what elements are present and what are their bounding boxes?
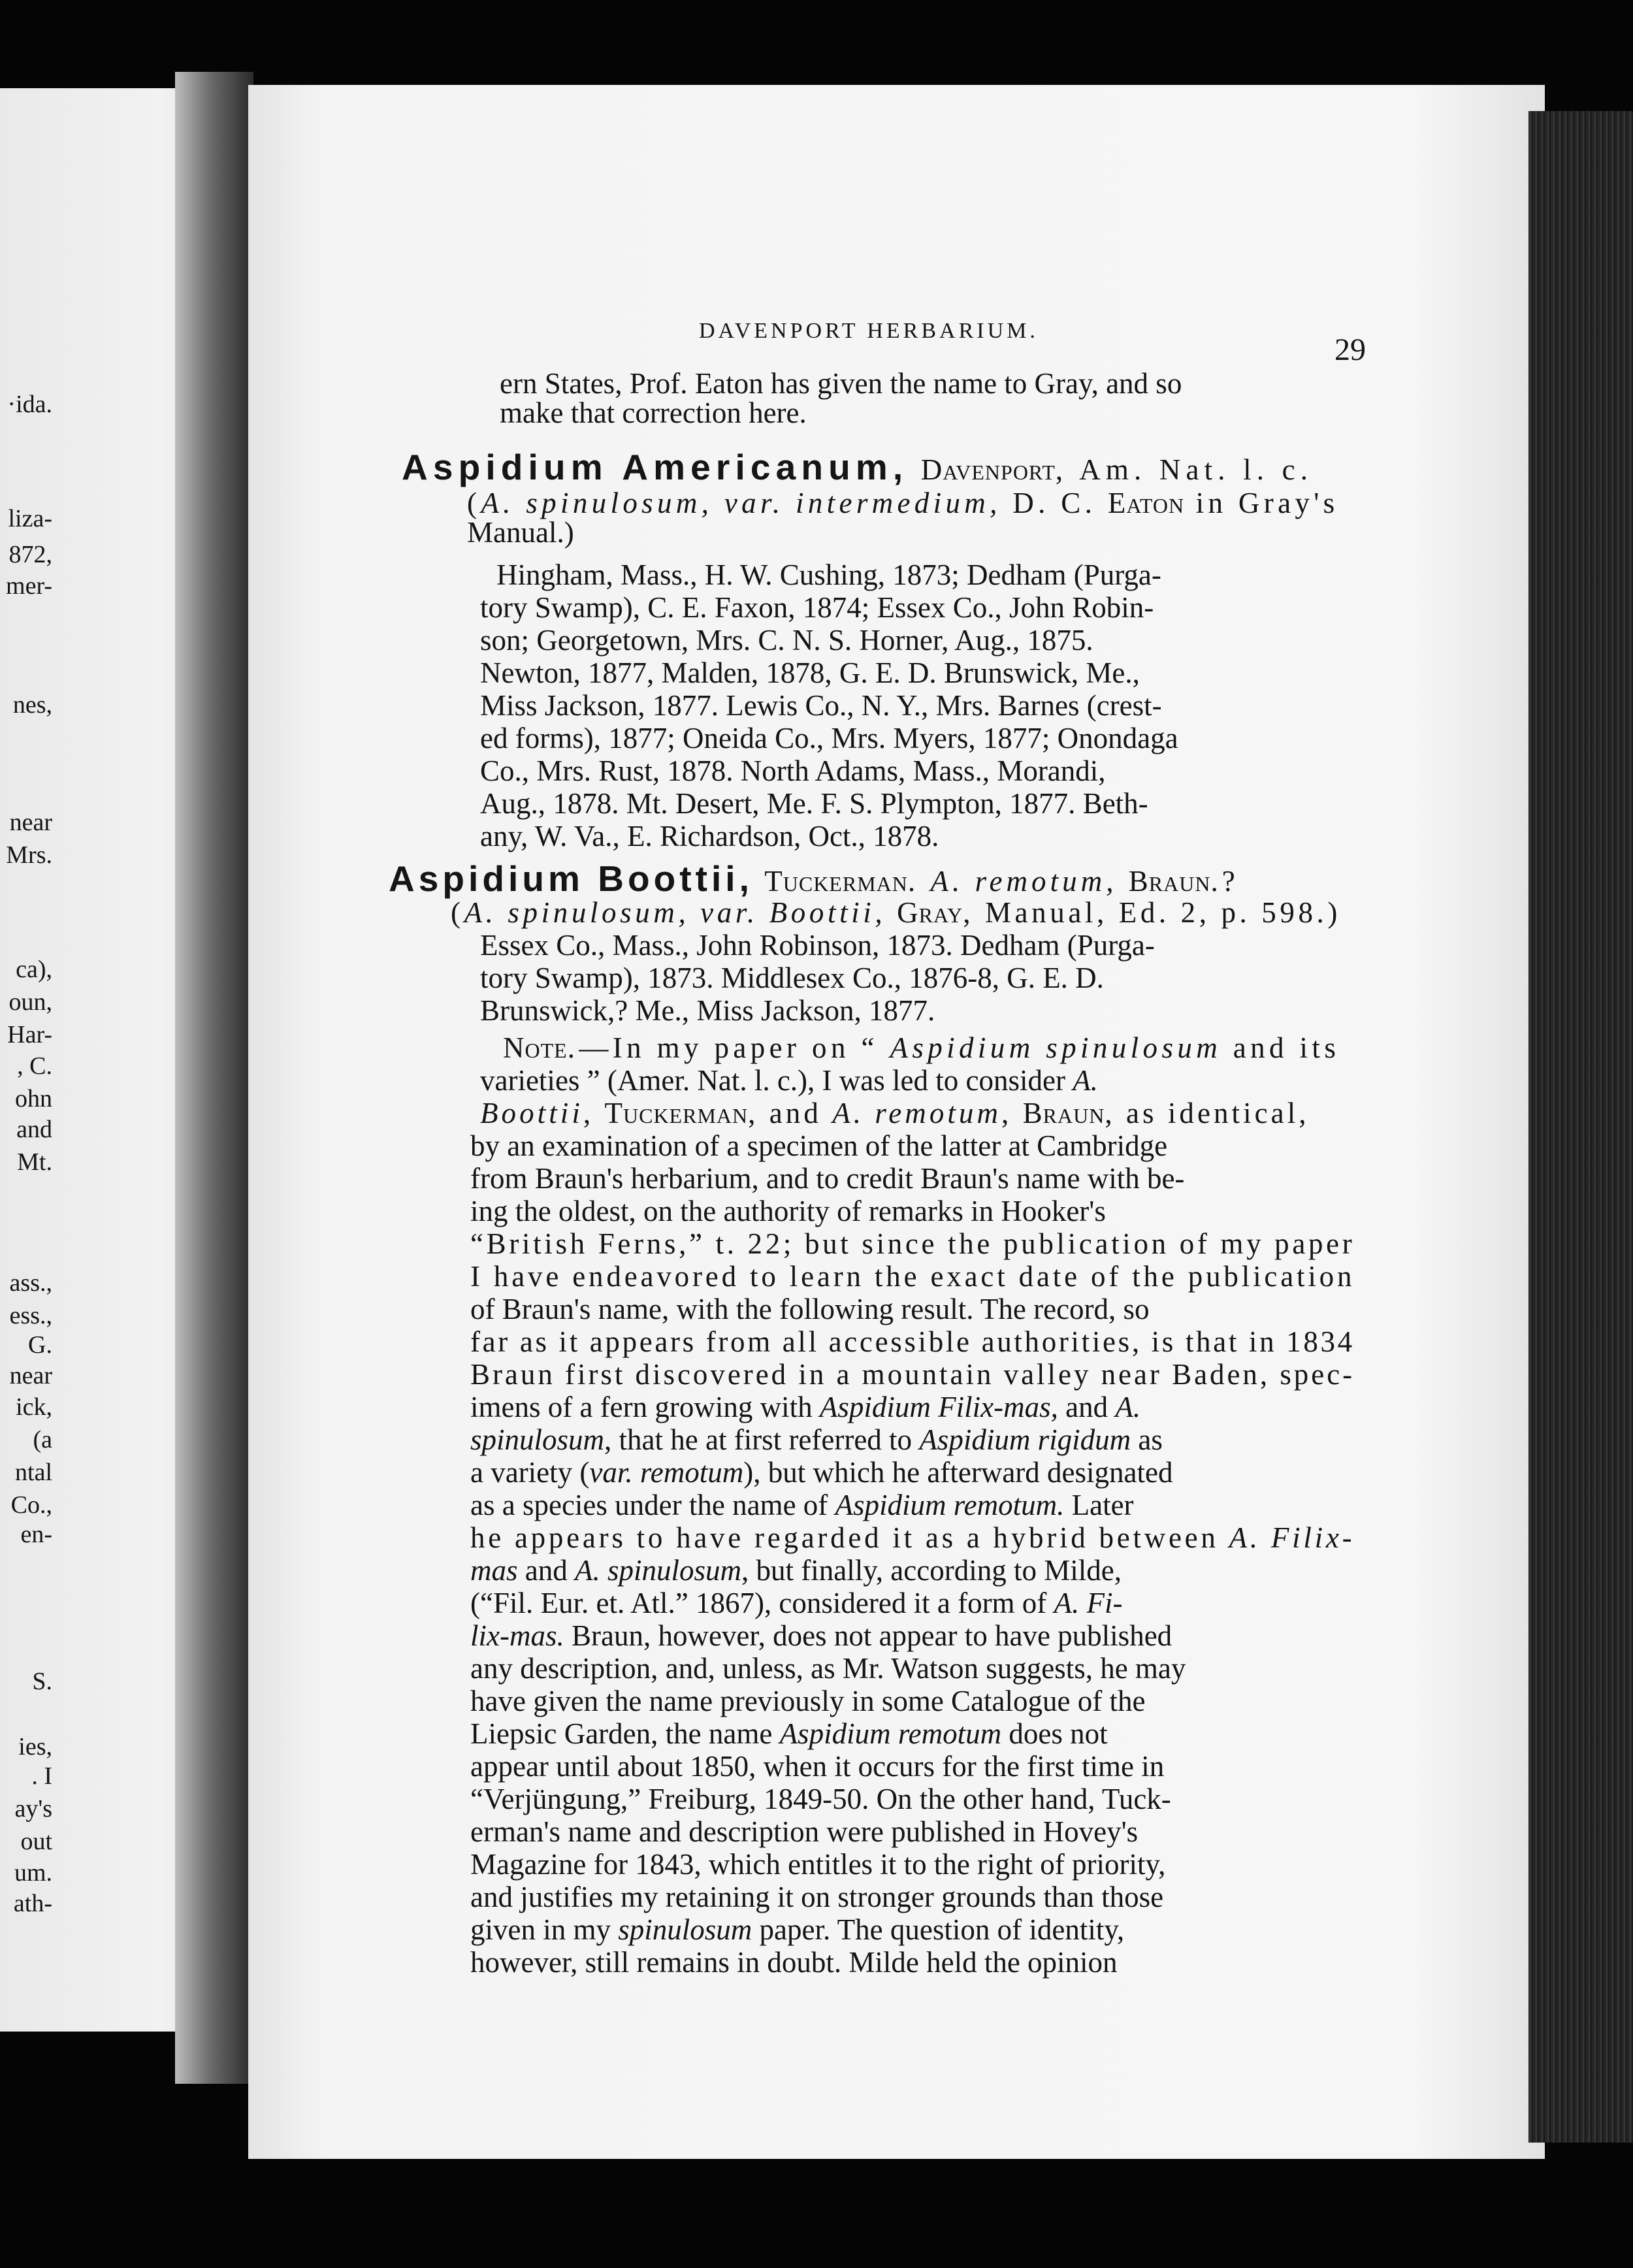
- left-fragment: en-: [20, 1521, 52, 1548]
- italic-run: A. spinulosum, var. intermedium,: [481, 487, 1001, 519]
- text-line: [470, 1719, 1108, 1749]
- small-caps-run: Braun: [1022, 1097, 1105, 1129]
- left-fragment: ·ida.: [7, 391, 52, 418]
- text-run: any description, and, unless, as Mr. Watson suggests, he may: [470, 1652, 1186, 1685]
- text-run: and its: [1221, 1031, 1340, 1064]
- text-line: [470, 1523, 1355, 1553]
- text-line: [470, 1589, 1123, 1618]
- italic-run: Aspidium remotum: [779, 1717, 1002, 1750]
- text-line: [451, 898, 1341, 928]
- italic-run: spinulosum: [470, 1423, 605, 1456]
- italic-run: spinulosum: [618, 1913, 752, 1946]
- text-run: D. C.: [1001, 487, 1108, 519]
- text-line: [480, 1066, 1098, 1095]
- left-fragment: near: [9, 809, 52, 836]
- page-number: 29: [1334, 332, 1366, 367]
- text-line: [480, 789, 1148, 818]
- text-line: [470, 1948, 1118, 1977]
- text-line: [470, 1131, 1167, 1161]
- text-line: [470, 1229, 1355, 1259]
- left-fragment: . I: [31, 1762, 52, 1790]
- italic-run: Boottii: [480, 1097, 583, 1129]
- small-caps-run: Braun: [1128, 865, 1211, 898]
- text-line: [480, 626, 1093, 655]
- text-line: [470, 1687, 1145, 1716]
- text-line: [389, 858, 1239, 899]
- text-run: make that correction here.: [500, 397, 807, 429]
- text-run: does not: [1001, 1717, 1108, 1750]
- text-run: [908, 453, 920, 486]
- text-line: [470, 1458, 1172, 1487]
- text-line: [470, 1360, 1355, 1389]
- text-run: Liepsic Garden, the name: [470, 1717, 780, 1750]
- italic-run: A.: [1073, 1064, 1098, 1097]
- text-line: [480, 1099, 1310, 1128]
- text-run: Later: [1064, 1489, 1134, 1521]
- text-run: , Am. Nat. l. c.: [1055, 453, 1314, 486]
- text-run: ,: [583, 1097, 605, 1129]
- left-fragment: G.: [28, 1331, 52, 1359]
- text-run: Magazine for 1843, which entitles it to the right of priority,: [470, 1848, 1166, 1881]
- left-fragment: near: [9, 1362, 52, 1389]
- text-run: , as identical,: [1105, 1097, 1310, 1129]
- left-fragment: and: [16, 1116, 52, 1143]
- italic-run: A. remotum,: [930, 865, 1118, 898]
- text-line: [470, 1327, 1355, 1357]
- text-line: [480, 593, 1154, 623]
- text-run: [886, 896, 897, 929]
- text-line: [470, 1295, 1150, 1324]
- text-line: [470, 1164, 1184, 1193]
- text-run: .—In my paper on “: [567, 1031, 890, 1064]
- italic-run: Aspidium remotum.: [835, 1489, 1065, 1521]
- text-run: appear until about 1850, when it occurs for the first time in: [470, 1750, 1165, 1783]
- text-line: [467, 489, 1339, 518]
- text-line: [480, 964, 1104, 993]
- left-fragment: ies,: [18, 1733, 52, 1760]
- text-run: ed forms), 1877; Oneida Co., Mrs. Myers, 1877; Onondaga: [480, 722, 1178, 754]
- text-run: son; Georgetown, Mrs. C. N. S. Horner, Aug., 1875.: [480, 624, 1093, 656]
- left-fragment: S.: [32, 1668, 52, 1695]
- text-run: Manual.): [467, 516, 574, 549]
- left-fragment: Mt.: [17, 1148, 52, 1176]
- text-run: Hingham, Mass., H. W. Cushing, 1873; Dedham (Purga-: [496, 559, 1161, 591]
- text-run: tory Swamp), 1873. Middlesex Co., 1876-8, G. E. D.: [480, 962, 1104, 994]
- left-fragment: (a: [33, 1426, 52, 1453]
- left-fragment: ick,: [16, 1393, 52, 1421]
- text-run: ), but which he afterward designated: [743, 1456, 1173, 1489]
- italic-run: A.: [1115, 1391, 1141, 1423]
- text-line: [470, 1621, 1172, 1651]
- text-line: [470, 1197, 1106, 1226]
- text-run: [1118, 865, 1129, 898]
- left-fragment: 872,: [8, 541, 52, 568]
- left-fragment: liza-: [8, 505, 52, 532]
- text-run: Essex Co., Mass., John Robinson, 1873. Dedham (Purga-: [480, 929, 1155, 962]
- book-gutter: [175, 72, 253, 2084]
- left-fragment: Co.,: [10, 1491, 52, 1519]
- text-line: [480, 724, 1178, 753]
- text-run: , but finally, according to Milde,: [741, 1554, 1122, 1587]
- text-line: [496, 560, 1161, 590]
- text-run: and: [517, 1554, 575, 1587]
- text-run: “Verjüngung,” Freiburg, 1849-50. On the other hand, Tuck-: [470, 1783, 1171, 1815]
- species-heading: Aspidium Americanum,: [402, 447, 909, 487]
- text-run: “British Ferns,” t. 22; but since the publication of my paper: [470, 1227, 1355, 1260]
- text-run: as: [1131, 1423, 1163, 1456]
- text-line: [470, 1915, 1124, 1945]
- text-run: .?: [1210, 865, 1239, 898]
- text-run: given in my: [470, 1913, 619, 1946]
- text-run: Miss Jackson, 1877. Lewis Co., N. Y., Mrs. Barnes (crest-: [480, 689, 1162, 722]
- text-run: have given the name previously in some Catalogue of the: [470, 1685, 1146, 1717]
- text-line: [470, 1654, 1186, 1683]
- text-line: [500, 369, 1182, 398]
- running-header: DAVENPORT HERBARIUM.: [699, 319, 1039, 343]
- text-line: [480, 996, 935, 1026]
- left-fragment: um.: [14, 1859, 52, 1887]
- text-run: .: [907, 865, 931, 898]
- text-run: erman's name and description were published in Hovey's: [470, 1815, 1139, 1848]
- italic-run: Aspidium spinulosum: [890, 1031, 1222, 1064]
- small-caps-run: Tuckerman: [764, 865, 908, 898]
- left-fragment: Har-: [7, 1021, 52, 1048]
- left-fragment: ca),: [16, 956, 52, 983]
- small-caps-run: Tuckerman: [604, 1097, 749, 1129]
- text-run: and justifies my retaining it on stronger grounds than those: [470, 1881, 1164, 1913]
- text-line: [470, 1785, 1171, 1814]
- text-run: [753, 865, 764, 898]
- text-line: [470, 1850, 1165, 1879]
- text-run: from Braun's herbarium, and to credit Braun's name with be-: [470, 1162, 1185, 1195]
- italic-run: var. remotum: [589, 1456, 744, 1489]
- left-fragment: , C.: [17, 1052, 52, 1080]
- italic-run: A. remotum: [832, 1097, 1002, 1129]
- text-line: [470, 1752, 1164, 1781]
- text-run: by an examination of a specimen of the latter at Cambridge: [470, 1129, 1168, 1162]
- text-run: tory Swamp), C. E. Faxon, 1874; Essex Co., John Robin-: [480, 591, 1154, 624]
- text-run: far as it appears from all accessible authorities, is that in 1834: [470, 1325, 1355, 1358]
- page-edges: [1528, 111, 1633, 2143]
- italic-run: mas: [470, 1554, 518, 1587]
- left-fragment: mer-: [6, 572, 52, 600]
- text-line: [503, 1033, 1340, 1063]
- left-fragment: out: [20, 1828, 52, 1855]
- italic-run: A. Fi-: [1054, 1587, 1123, 1619]
- small-caps-run: Eaton: [1107, 487, 1185, 519]
- text-run: I have endeavored to learn the exact date of the publication: [470, 1260, 1355, 1293]
- text-run: he appears to have regarded it as a hybrid between: [470, 1521, 1229, 1554]
- species-heading: Aspidium Boottii,: [389, 858, 753, 899]
- text-run: varieties ” (Amer. Nat. l. c.), I was led to consider: [480, 1064, 1073, 1097]
- small-caps-run: Note: [503, 1031, 568, 1064]
- text-run: any, W. Va., E. Richardson, Oct., 1878.: [480, 820, 939, 852]
- text-run: paper. The question of identity,: [752, 1913, 1125, 1946]
- text-run: imens of a fern growing with: [470, 1391, 820, 1423]
- left-fragment: nes,: [12, 691, 52, 719]
- text-line: [480, 931, 1155, 960]
- text-run: (“Fil. Eur. et. Atl.” 1867), considered it a form of: [470, 1587, 1054, 1619]
- italic-run: A. spinulosum, var. Boottii,: [464, 896, 886, 929]
- text-line: [480, 658, 1140, 688]
- text-run: , that he at first referred to: [604, 1423, 920, 1456]
- italic-run: A. Filix-: [1229, 1521, 1355, 1554]
- text-line: [470, 1425, 1163, 1455]
- text-run: of Braun's name, with the following result. The record, so: [470, 1293, 1150, 1325]
- text-run: , Manual, Ed. 2, p. 598.): [963, 896, 1342, 929]
- text-line: [467, 518, 574, 547]
- left-fragment: ay's: [14, 1795, 52, 1822]
- left-fragment: ohn: [15, 1085, 52, 1112]
- left-fragment: Mrs.: [6, 841, 52, 869]
- text-line: [470, 1883, 1163, 1912]
- text-line: [480, 822, 939, 851]
- text-line: [470, 1491, 1134, 1520]
- text-run: (: [467, 487, 481, 519]
- text-run: as a species under the name of: [470, 1489, 835, 1521]
- italic-run: Aspidium rigidum: [919, 1423, 1131, 1456]
- text-line: [480, 691, 1162, 721]
- text-run: a variety (: [470, 1456, 590, 1489]
- italic-run: A. spinulosum: [575, 1554, 742, 1587]
- text-line: [470, 1262, 1355, 1291]
- text-line: [480, 756, 1106, 786]
- left-fragment: ass.,: [9, 1269, 52, 1297]
- text-run: , and: [748, 1097, 833, 1129]
- text-line: [402, 449, 1313, 485]
- text-line: [470, 1817, 1138, 1847]
- text-run: Newton, 1877, Malden, 1878, G. E. D. Brunswick, Me.,: [480, 656, 1140, 689]
- left-fragment: ess.,: [9, 1302, 52, 1329]
- text-run: Co., Mrs. Rust, 1878. North Adams, Mass., Morandi,: [480, 754, 1106, 787]
- text-run: Brunswick,? Me., Miss Jackson, 1877.: [480, 994, 935, 1027]
- text-run: Braun, however, does not appear to have published: [564, 1619, 1172, 1652]
- text-run: (: [451, 896, 464, 929]
- text-run: however, still remains in doubt. Milde held the opinion: [470, 1946, 1118, 1979]
- text-line: [470, 1393, 1140, 1422]
- italic-run: lix-mas.: [470, 1619, 564, 1652]
- small-caps-run: Gray: [897, 896, 963, 929]
- text-run: in Gray's: [1184, 487, 1339, 519]
- small-caps-run: Davenport: [920, 453, 1056, 486]
- left-fragment: ntal: [15, 1459, 52, 1486]
- text-run: Aug., 1878. Mt. Desert, Me. F. S. Plympton, 1877. Beth-: [480, 787, 1148, 820]
- text-line: [470, 1556, 1122, 1585]
- text-run: ,: [1001, 1097, 1023, 1129]
- left-fragment: ath-: [13, 1890, 52, 1917]
- italic-run: Aspidium Filix-mas,: [819, 1391, 1058, 1423]
- text-run: ern States, Prof. Eaton has given the name to Gray, and so: [500, 367, 1182, 400]
- text-run: ing the oldest, on the authority of remarks in Hooker's: [470, 1195, 1106, 1227]
- text-run: Braun first discovered in a mountain valley near Baden, spec-: [470, 1358, 1355, 1391]
- text-line: [500, 398, 807, 428]
- left-fragment: oun,: [8, 988, 52, 1016]
- text-run: and: [1058, 1391, 1116, 1423]
